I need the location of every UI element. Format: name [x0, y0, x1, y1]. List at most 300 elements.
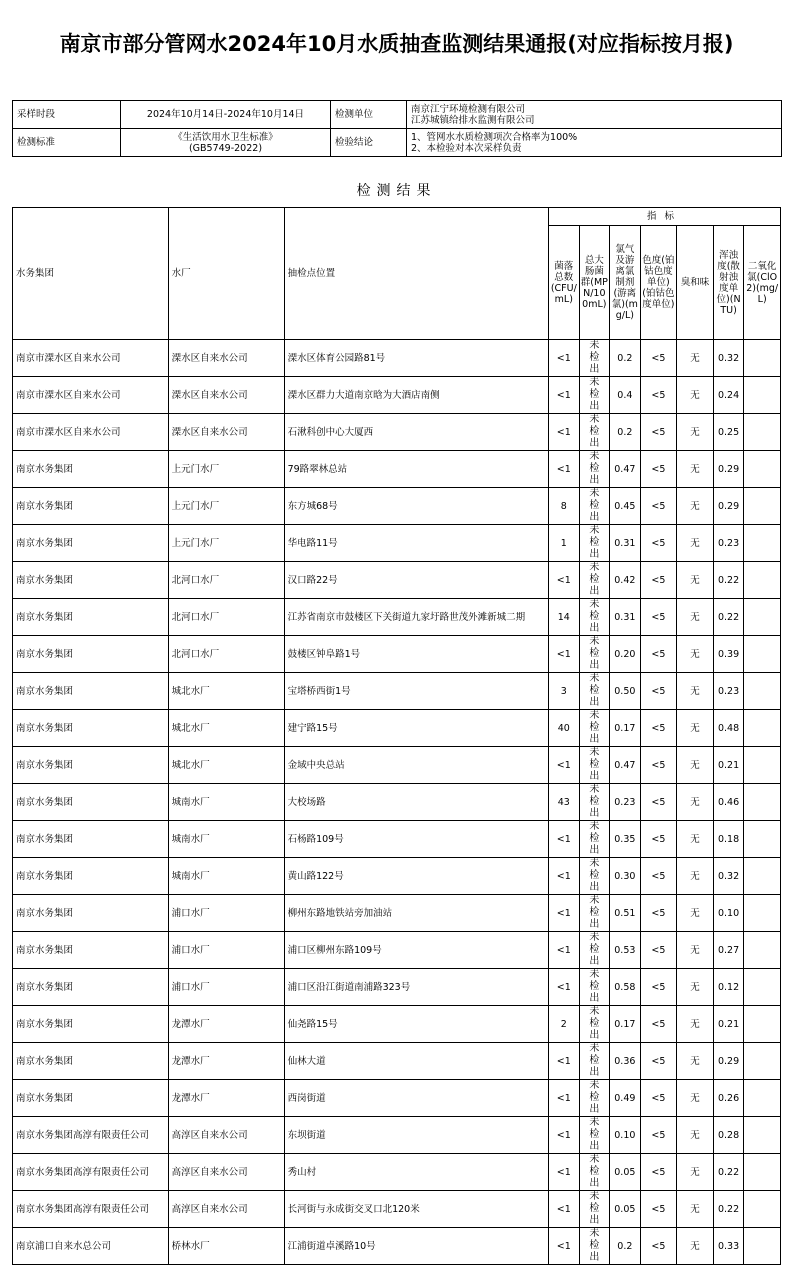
conclusion-value	[407, 129, 782, 157]
table-row	[13, 969, 781, 1006]
cell-chlorine: 0.50	[610, 673, 641, 710]
cell-text: 未检出	[589, 858, 600, 893]
table-row	[13, 488, 781, 525]
results-body	[13, 340, 781, 1265]
cell-group: 南京水务集团	[13, 599, 169, 636]
cell-colony: 2	[549, 1006, 580, 1043]
table-row	[13, 858, 781, 895]
cell-coliform	[579, 895, 610, 932]
cell-chlorine: 0.20	[610, 636, 641, 673]
cell-chlorine: 0.49	[610, 1080, 641, 1117]
cell-group: 南京水务集团高淳有限责任公司	[13, 1191, 169, 1228]
cell-location: 建宁路15号	[284, 710, 548, 747]
standard-value	[121, 129, 331, 157]
cell-text: 未检出	[589, 377, 600, 412]
cell-odor: 无	[677, 599, 714, 636]
cell-plant: 溧水区自来水公司	[168, 414, 284, 451]
cell-location: 石杨路109号	[284, 821, 548, 858]
cell-odor: 无	[677, 1006, 714, 1043]
cell-chlorine-dioxide	[744, 414, 781, 451]
cell-text: 未检出	[589, 673, 600, 708]
cell-color: <5	[640, 747, 677, 784]
cell-location: 柳州东路地铁站旁加油站	[284, 895, 548, 932]
cell-plant: 北河口水厂	[168, 599, 284, 636]
cell-colony: <1	[549, 858, 580, 895]
cell-chlorine: 0.2	[610, 340, 641, 377]
cell-chlorine-dioxide	[744, 488, 781, 525]
cell-colony: 43	[549, 784, 580, 821]
cell-color: <5	[640, 969, 677, 1006]
cell-coliform	[579, 525, 610, 562]
cell-location: 黄山路122号	[284, 858, 548, 895]
header-odor: 臭和味	[677, 226, 714, 340]
cell-turbidity: 0.24	[713, 377, 744, 414]
cell-color: <5	[640, 1228, 677, 1265]
cell-location: 石湫科创中心大厦西	[284, 414, 548, 451]
cell-group: 南京浦口自来水总公司	[13, 1228, 169, 1265]
sampling-period-value: 2024年10月14日-2024年10月14日	[121, 101, 331, 129]
cell-location: 大校场路	[284, 784, 548, 821]
conclusion-line: 2、本检验对本次采样负责	[411, 142, 522, 154]
table-row	[13, 1006, 781, 1043]
cell-plant: 高淳区自来水公司	[168, 1191, 284, 1228]
cell-group: 南京水务集团	[13, 747, 169, 784]
cell-chlorine: 0.45	[610, 488, 641, 525]
cell-turbidity: 0.32	[713, 858, 744, 895]
cell-group: 南京水务集团	[13, 821, 169, 858]
table-row	[13, 340, 781, 377]
cell-plant: 城北水厂	[168, 747, 284, 784]
cell-chlorine: 0.31	[610, 525, 641, 562]
cell-text: 未检出	[589, 1154, 600, 1189]
cell-color: <5	[640, 1191, 677, 1228]
cell-colony: 1	[549, 525, 580, 562]
cell-location: 浦口区沿江街道南浦路323号	[284, 969, 548, 1006]
cell-plant: 上元门水厂	[168, 451, 284, 488]
cell-colony: <1	[549, 340, 580, 377]
cell-chlorine: 0.2	[610, 1228, 641, 1265]
cell-chlorine: 0.47	[610, 451, 641, 488]
cell-chlorine: 0.36	[610, 1043, 641, 1080]
cell-text: 未检出	[589, 1117, 600, 1152]
cell-color: <5	[640, 414, 677, 451]
cell-coliform	[579, 562, 610, 599]
header-turbidity: 浑浊度(散射浊度单位)(NTU)	[713, 226, 744, 340]
cell-coliform	[579, 636, 610, 673]
cell-colony: <1	[549, 414, 580, 451]
cell-chlorine-dioxide	[744, 932, 781, 969]
cell-coliform	[579, 1228, 610, 1265]
cell-color: <5	[640, 895, 677, 932]
cell-turbidity: 0.33	[713, 1228, 744, 1265]
cell-chlorine: 0.47	[610, 747, 641, 784]
cell-turbidity: 0.39	[713, 636, 744, 673]
table-row	[13, 673, 781, 710]
cell-group: 南京水务集团	[13, 451, 169, 488]
header-plant: 水厂	[168, 208, 284, 340]
header-row	[13, 208, 781, 226]
cell-location: 西岗街道	[284, 1080, 548, 1117]
testing-unit-line: 江苏城镇给排水监测有限公司	[411, 114, 535, 126]
cell-chlorine-dioxide	[744, 340, 781, 377]
cell-chlorine: 0.51	[610, 895, 641, 932]
cell-coliform	[579, 821, 610, 858]
cell-turbidity: 0.22	[713, 1154, 744, 1191]
cell-odor: 无	[677, 895, 714, 932]
table-row	[13, 1228, 781, 1265]
cell-plant: 城南水厂	[168, 858, 284, 895]
cell-location: 仙尧路15号	[284, 1006, 548, 1043]
cell-plant: 浦口水厂	[168, 969, 284, 1006]
info-row	[13, 129, 782, 157]
cell-text: 未检出	[589, 747, 600, 782]
cell-text: 未检出	[589, 1080, 600, 1115]
cell-text: 未检出	[589, 969, 600, 1004]
cell-color: <5	[640, 599, 677, 636]
cell-colony: <1	[549, 1228, 580, 1265]
cell-turbidity: 0.46	[713, 784, 744, 821]
cell-colony: <1	[549, 1043, 580, 1080]
cell-chlorine: 0.10	[610, 1117, 641, 1154]
cell-text: 未检出	[589, 599, 600, 634]
cell-odor: 无	[677, 562, 714, 599]
cell-text: 未检出	[589, 451, 600, 486]
cell-location: 溧水区体育公园路81号	[284, 340, 548, 377]
cell-plant: 龙潭水厂	[168, 1080, 284, 1117]
cell-group: 南京水务集团	[13, 1080, 169, 1117]
sampling-period-label: 采样时段	[13, 101, 121, 129]
header-location: 抽检点位置	[284, 208, 548, 340]
cell-color: <5	[640, 636, 677, 673]
cell-chlorine-dioxide	[744, 525, 781, 562]
info-row	[13, 101, 782, 129]
cell-colony: <1	[549, 969, 580, 1006]
cell-group: 南京水务集团	[13, 932, 169, 969]
cell-plant: 溧水区自来水公司	[168, 340, 284, 377]
cell-coliform	[579, 932, 610, 969]
cell-group: 南京水务集团	[13, 673, 169, 710]
cell-odor: 无	[677, 414, 714, 451]
cell-text: 未检出	[589, 1043, 600, 1078]
cell-turbidity: 0.23	[713, 525, 744, 562]
conclusion-label: 检验结论	[331, 129, 407, 157]
cell-plant: 高淳区自来水公司	[168, 1117, 284, 1154]
cell-group: 南京水务集团	[13, 969, 169, 1006]
cell-odor: 无	[677, 488, 714, 525]
cell-turbidity: 0.29	[713, 1043, 744, 1080]
cell-plant: 城南水厂	[168, 784, 284, 821]
cell-group: 南京水务集团	[13, 1006, 169, 1043]
cell-group: 南京水务集团	[13, 636, 169, 673]
cell-plant: 龙潭水厂	[168, 1006, 284, 1043]
cell-colony: <1	[549, 747, 580, 784]
table-row	[13, 377, 781, 414]
cell-plant: 高淳区自来水公司	[168, 1154, 284, 1191]
cell-color: <5	[640, 488, 677, 525]
info-table	[12, 100, 782, 157]
cell-chlorine: 0.30	[610, 858, 641, 895]
cell-location: 浦口区柳州东路109号	[284, 932, 548, 969]
cell-odor: 无	[677, 636, 714, 673]
table-row	[13, 1043, 781, 1080]
cell-plant: 溧水区自来水公司	[168, 377, 284, 414]
cell-odor: 无	[677, 1154, 714, 1191]
cell-color: <5	[640, 673, 677, 710]
cell-chlorine-dioxide	[744, 451, 781, 488]
cell-chlorine-dioxide	[744, 858, 781, 895]
cell-chlorine-dioxide	[744, 562, 781, 599]
cell-group: 南京市溧水区自来水公司	[13, 377, 169, 414]
cell-plant: 城北水厂	[168, 673, 284, 710]
cell-coliform	[579, 784, 610, 821]
cell-turbidity: 0.21	[713, 747, 744, 784]
cell-chlorine: 0.58	[610, 969, 641, 1006]
cell-colony: <1	[549, 1191, 580, 1228]
cell-color: <5	[640, 710, 677, 747]
cell-odor: 无	[677, 340, 714, 377]
cell-color: <5	[640, 1117, 677, 1154]
cell-odor: 无	[677, 784, 714, 821]
cell-coliform	[579, 747, 610, 784]
cell-coliform	[579, 1191, 610, 1228]
cell-turbidity: 0.48	[713, 710, 744, 747]
cell-turbidity: 0.22	[713, 1191, 744, 1228]
cell-chlorine-dioxide	[744, 895, 781, 932]
cell-plant: 城北水厂	[168, 710, 284, 747]
cell-location: 华电路11号	[284, 525, 548, 562]
cell-chlorine-dioxide	[744, 1191, 781, 1228]
cell-coliform	[579, 969, 610, 1006]
cell-coliform	[579, 1043, 610, 1080]
cell-chlorine: 0.4	[610, 377, 641, 414]
cell-group: 南京水务集团	[13, 562, 169, 599]
cell-colony: <1	[549, 562, 580, 599]
cell-odor: 无	[677, 451, 714, 488]
table-row	[13, 636, 781, 673]
cell-coliform	[579, 377, 610, 414]
cell-odor: 无	[677, 377, 714, 414]
cell-plant: 桥林水厂	[168, 1228, 284, 1265]
table-row	[13, 451, 781, 488]
table-row	[13, 1117, 781, 1154]
cell-chlorine-dioxide	[744, 377, 781, 414]
cell-chlorine: 0.42	[610, 562, 641, 599]
cell-chlorine-dioxide	[744, 673, 781, 710]
cell-odor: 无	[677, 1191, 714, 1228]
cell-chlorine: 0.05	[610, 1191, 641, 1228]
cell-text: 未检出	[589, 340, 600, 375]
results-table	[12, 207, 781, 1265]
cell-chlorine-dioxide	[744, 1006, 781, 1043]
cell-colony: <1	[549, 636, 580, 673]
cell-odor: 无	[677, 1080, 714, 1117]
cell-chlorine-dioxide	[744, 1080, 781, 1117]
cell-turbidity: 0.18	[713, 821, 744, 858]
cell-chlorine-dioxide	[744, 599, 781, 636]
cell-location: 江苏省南京市鼓楼区下关街道九家圩路世茂外滩新城二期	[284, 599, 548, 636]
cell-plant: 浦口水厂	[168, 895, 284, 932]
cell-coliform	[579, 858, 610, 895]
cell-turbidity: 0.26	[713, 1080, 744, 1117]
cell-colony: 14	[549, 599, 580, 636]
cell-group: 南京市溧水区自来水公司	[13, 340, 169, 377]
cell-color: <5	[640, 858, 677, 895]
cell-color: <5	[640, 821, 677, 858]
cell-colony: <1	[549, 1117, 580, 1154]
table-row	[13, 1154, 781, 1191]
cell-turbidity: 0.29	[713, 451, 744, 488]
table-row	[13, 1080, 781, 1117]
cell-turbidity: 0.29	[713, 488, 744, 525]
cell-group: 南京市溧水区自来水公司	[13, 414, 169, 451]
cell-turbidity: 0.21	[713, 1006, 744, 1043]
cell-location: 江浦街道卓溪路10号	[284, 1228, 548, 1265]
cell-group: 南京水务集团	[13, 1043, 169, 1080]
cell-color: <5	[640, 377, 677, 414]
cell-chlorine-dioxide	[744, 1228, 781, 1265]
cell-plant: 龙潭水厂	[168, 1043, 284, 1080]
standard-line: (GB5749-2022)	[188, 142, 263, 154]
testing-unit-line: 南京江宁环境检测有限公司	[411, 103, 526, 115]
cell-color: <5	[640, 932, 677, 969]
cell-chlorine: 0.23	[610, 784, 641, 821]
cell-turbidity: 0.22	[713, 599, 744, 636]
cell-text: 未检出	[589, 488, 600, 523]
cell-chlorine-dioxide	[744, 710, 781, 747]
testing-unit-label: 检测单位	[331, 101, 407, 129]
testing-unit-value	[407, 101, 782, 129]
cell-chlorine-dioxide	[744, 784, 781, 821]
cell-coliform	[579, 1117, 610, 1154]
cell-chlorine: 0.17	[610, 1006, 641, 1043]
cell-color: <5	[640, 1080, 677, 1117]
table-row	[13, 710, 781, 747]
cell-chlorine: 0.35	[610, 821, 641, 858]
header-color: 色度(铂钴色度单位)(铂钴色度单位)	[640, 226, 677, 340]
cell-color: <5	[640, 1043, 677, 1080]
cell-colony: <1	[549, 821, 580, 858]
cell-plant: 上元门水厂	[168, 525, 284, 562]
cell-chlorine: 0.31	[610, 599, 641, 636]
cell-group: 南京水务集团	[13, 488, 169, 525]
cell-color: <5	[640, 562, 677, 599]
cell-coliform	[579, 451, 610, 488]
cell-turbidity: 0.12	[713, 969, 744, 1006]
cell-chlorine-dioxide	[744, 969, 781, 1006]
cell-text: 未检出	[589, 932, 600, 967]
cell-group: 南京水务集团	[13, 858, 169, 895]
cell-color: <5	[640, 451, 677, 488]
cell-odor: 无	[677, 1228, 714, 1265]
section-title: 检测结果	[356, 183, 437, 199]
cell-colony: <1	[549, 895, 580, 932]
cell-chlorine-dioxide	[744, 821, 781, 858]
cell-location: 溧水区群力大道南京晗为大酒店南侧	[284, 377, 548, 414]
cell-plant: 浦口水厂	[168, 932, 284, 969]
cell-plant: 北河口水厂	[168, 636, 284, 673]
cell-colony: <1	[549, 377, 580, 414]
cell-text: 未检出	[589, 414, 600, 449]
cell-text: 未检出	[589, 1191, 600, 1226]
header-group: 水务集团	[13, 208, 169, 340]
cell-coliform	[579, 1080, 610, 1117]
cell-chlorine: 0.05	[610, 1154, 641, 1191]
cell-location: 汉口路22号	[284, 562, 548, 599]
cell-chlorine-dioxide	[744, 636, 781, 673]
cell-location: 宝塔桥西街1号	[284, 673, 548, 710]
cell-colony: 40	[549, 710, 580, 747]
cell-colony: <1	[549, 1080, 580, 1117]
cell-group: 南京水务集团高淳有限责任公司	[13, 1154, 169, 1191]
table-row	[13, 784, 781, 821]
cell-colony: 3	[549, 673, 580, 710]
cell-turbidity: 0.28	[713, 1117, 744, 1154]
table-row	[13, 821, 781, 858]
cell-colony: <1	[549, 932, 580, 969]
cell-coliform	[579, 1006, 610, 1043]
cell-odor: 无	[677, 710, 714, 747]
cell-coliform	[579, 673, 610, 710]
cell-color: <5	[640, 340, 677, 377]
cell-group: 南京水务集团高淳有限责任公司	[13, 1117, 169, 1154]
cell-plant: 北河口水厂	[168, 562, 284, 599]
cell-chlorine: 0.53	[610, 932, 641, 969]
cell-turbidity: 0.27	[713, 932, 744, 969]
cell-color: <5	[640, 1006, 677, 1043]
header-chlorine: 氯气及游离氯制剂(游离氯)(mg/L)	[610, 226, 641, 340]
cell-plant: 城南水厂	[168, 821, 284, 858]
cell-chlorine-dioxide	[744, 1117, 781, 1154]
cell-colony: <1	[549, 1154, 580, 1191]
table-row	[13, 414, 781, 451]
table-row	[13, 1191, 781, 1228]
cell-turbidity: 0.10	[713, 895, 744, 932]
cell-colony: 8	[549, 488, 580, 525]
cell-coliform	[579, 599, 610, 636]
cell-text: 未检出	[589, 636, 600, 671]
cell-odor: 无	[677, 525, 714, 562]
cell-turbidity: 0.22	[713, 562, 744, 599]
cell-plant: 上元门水厂	[168, 488, 284, 525]
cell-colony: <1	[549, 451, 580, 488]
header-chlorine-dioxide: 二氧化氯(ClO2)(mg/L)	[744, 226, 781, 340]
table-row	[13, 932, 781, 969]
table-row	[13, 747, 781, 784]
cell-chlorine: 0.17	[610, 710, 641, 747]
cell-turbidity: 0.32	[713, 340, 744, 377]
table-row	[13, 562, 781, 599]
cell-odor: 无	[677, 747, 714, 784]
header-indicators: 指标	[549, 208, 781, 226]
cell-location: 东坝街道	[284, 1117, 548, 1154]
cell-odor: 无	[677, 858, 714, 895]
page-title: 南京市部分管网水2024年10月水质抽查监测结果通报(对应指标按月报)	[59, 32, 734, 56]
cell-coliform	[579, 340, 610, 377]
cell-chlorine: 0.2	[610, 414, 641, 451]
cell-odor: 无	[677, 969, 714, 1006]
cell-odor: 无	[677, 1043, 714, 1080]
cell-turbidity: 0.25	[713, 414, 744, 451]
standard-label: 检测标准	[13, 129, 121, 157]
cell-chlorine-dioxide	[744, 1154, 781, 1191]
cell-group: 南京水务集团	[13, 710, 169, 747]
header-coliform: 总大肠菌群(MPN/100mL)	[579, 226, 610, 340]
cell-location: 金域中央总站	[284, 747, 548, 784]
cell-coliform	[579, 414, 610, 451]
cell-coliform	[579, 488, 610, 525]
cell-odor: 无	[677, 821, 714, 858]
cell-location: 仙林大道	[284, 1043, 548, 1080]
